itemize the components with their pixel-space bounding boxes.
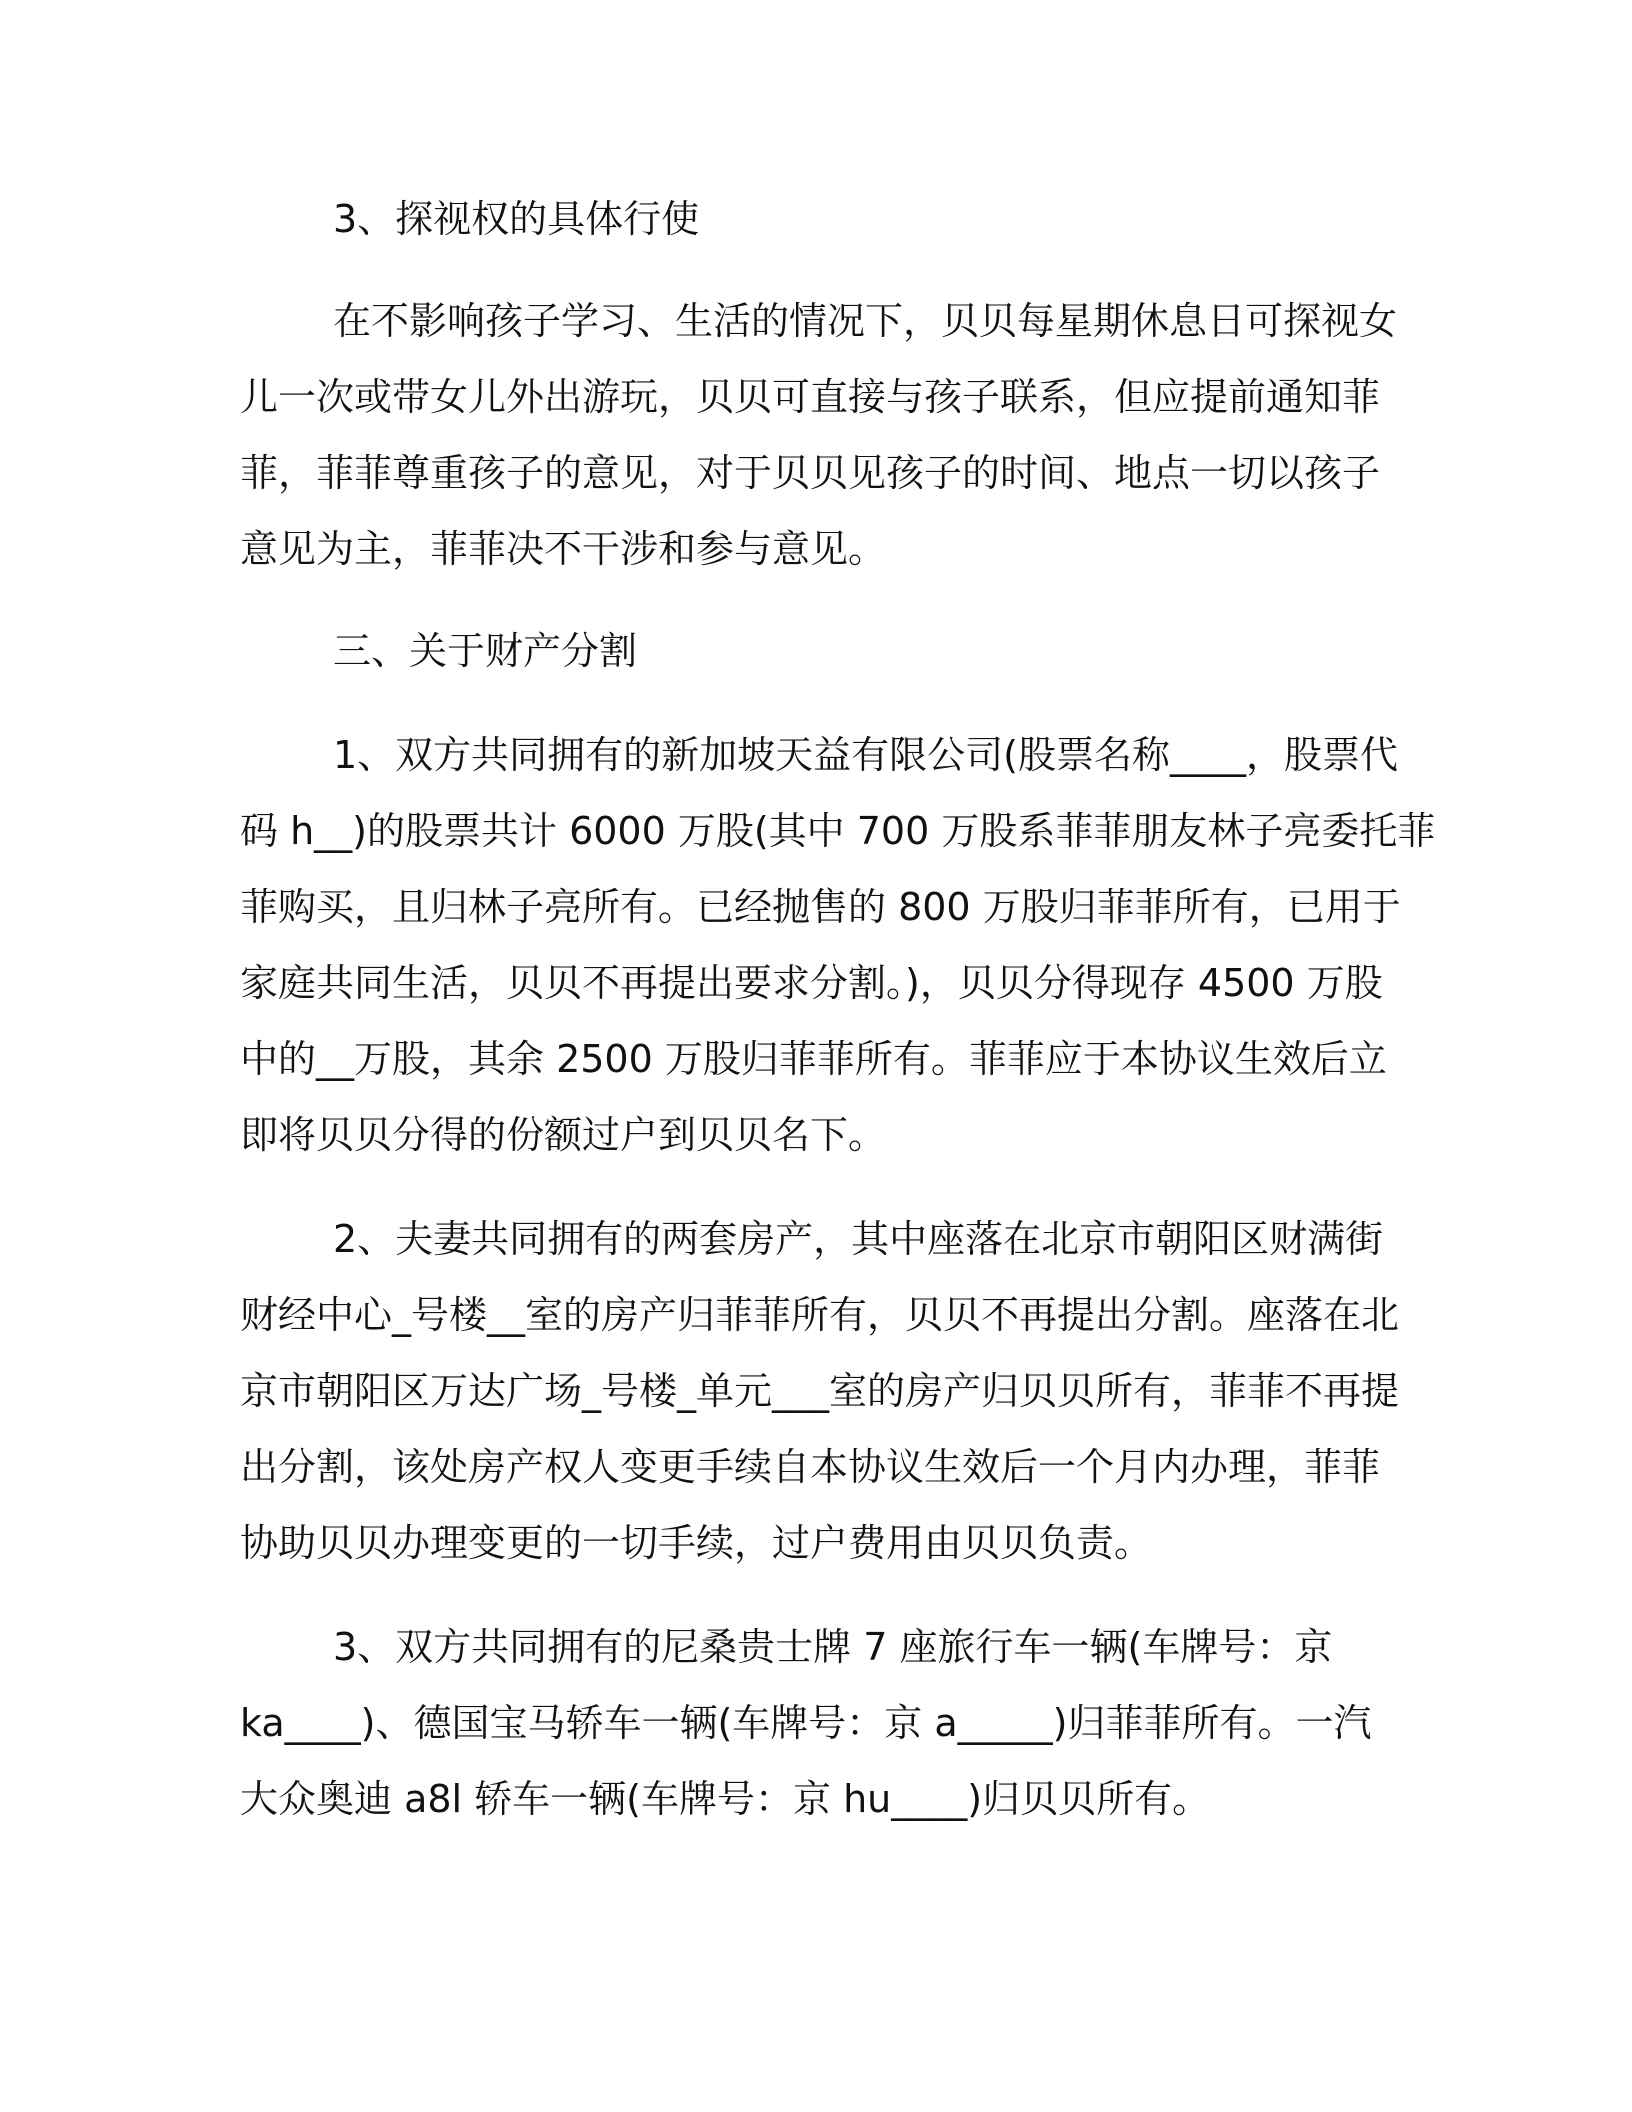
paragraph-line: 儿一次或带女儿外出游玩，贝贝可直接与孩子联系，但应提前通知菲 <box>240 375 1381 419</box>
paragraph-line: 菲购买，且归林子亮所有。已经抛售的 800 万股归菲菲所有，已用于 <box>240 885 1401 929</box>
paragraph-line: 出分割，该处房产权人变更手续自本协议生效后一个月内办理，菲菲 <box>240 1445 1381 1489</box>
paragraph-line: ka____)、德国宝马轿车一辆(车牌号：京 a_____)归菲菲所有。一汽 <box>240 1701 1372 1745</box>
paragraph-line: 2、夫妻共同拥有的两套房产，其中座落在北京市朝阳区财满街 <box>333 1217 1384 1261</box>
paragraph-line: 意见为主，菲菲决不干涉和参与意见。 <box>240 527 887 571</box>
paragraph-line: 财经中心_号楼__室的房产归菲菲所有，贝贝不再提出分割。座落在北 <box>240 1293 1400 1337</box>
section-heading-visitation: 3、探视权的具体行使 <box>333 197 700 241</box>
paragraph-line: 京市朝阳区万达广场_号楼_单元___室的房产归贝贝所有，菲菲不再提 <box>240 1369 1400 1413</box>
paragraph-line: 家庭共同生活，贝贝不再提出要求分割。)，贝贝分得现存 4500 万股 <box>240 961 1383 1005</box>
paragraph-line: 协助贝贝办理变更的一切手续，过户费用由贝贝负责。 <box>240 1521 1153 1565</box>
paragraph-line: 1、双方共同拥有的新加坡天益有限公司(股票名称____，股票代 <box>333 733 1399 777</box>
paragraph-line: 中的__万股，其余 2500 万股归菲菲所有。菲菲应于本协议生效后立 <box>240 1037 1387 1081</box>
paragraph-line: 在不影响孩子学习、生活的情况下，贝贝每星期休息日可探视女 <box>333 299 1398 343</box>
paragraph-line: 菲，菲菲尊重孩子的意见，对于贝贝见孩子的时间、地点一切以孩子 <box>240 451 1381 495</box>
paragraph-line: 码 h__)的股票共计 6000 万股(其中 700 万股系菲菲朋友林子亮委托菲 <box>240 809 1436 853</box>
section-heading-property: 三、关于财产分割 <box>333 629 638 673</box>
paragraph-line: 大众奥迪 a8l 轿车一辆(车牌号：京 hu____)归贝贝所有。 <box>240 1777 1211 1821</box>
paragraph-line: 3、双方共同拥有的尼桑贵士牌 7 座旅行车一辆(车牌号：京 <box>333 1625 1333 1669</box>
paragraph-line: 即将贝贝分得的份额过户到贝贝名下。 <box>240 1113 887 1157</box>
